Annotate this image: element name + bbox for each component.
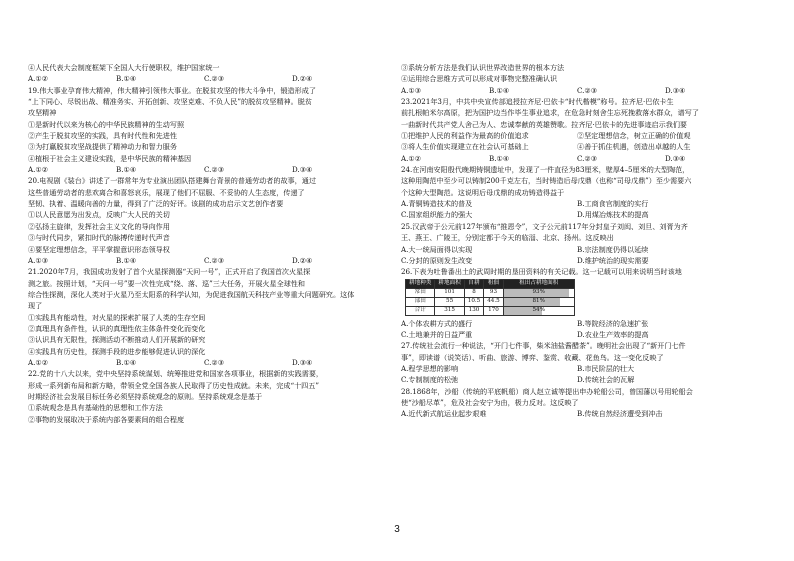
- option-d[interactable]: D.②④: [292, 74, 313, 84]
- question-26: [401, 266, 753, 340]
- answer-options: [401, 209, 753, 220]
- table-header: 耕地种类: [406, 279, 435, 288]
- question-23: [401, 96, 753, 164]
- option-c[interactable]: C.专制制度的松弛: [401, 375, 459, 385]
- option-b[interactable]: B.工商食官制度的实行: [577, 199, 649, 209]
- table-cell: 常田: [406, 288, 435, 297]
- option-a[interactable]: A.近代新式航运业起步艰难: [401, 409, 487, 419]
- answer-options: [401, 374, 753, 385]
- question-stem: 个这种大型陶范。这说明后母戊鼎的成功铸造得益于: [401, 187, 565, 197]
- question-stem: 24.在河南安阳殷代晚期铸铜遗址中，发现了一件直径为83厘米，壁厚4–5厘米的大型陶范，: [401, 165, 690, 175]
- statement-item: ①把维护人民的利益作为最高的价值追求: [401, 131, 529, 141]
- answer-options: [401, 244, 753, 255]
- table-cell: 130: [464, 306, 483, 315]
- question-stem: 22.党的十八大以来，党中央坚持系统谋划、统筹推进党和国家各项事业，根据新的实践需要，: [28, 369, 324, 379]
- answer-options: [401, 153, 753, 164]
- table-cell: 合计: [406, 306, 435, 315]
- table-cell: 170: [484, 306, 503, 315]
- percent-value: 54%: [532, 307, 545, 314]
- question-stem: 这种用陶范中至少可以铸制200千克左右，当时铸造后母戊鼎（也称“司母戊鼎”）至少需要六: [401, 176, 692, 186]
- percent-bar-cell: [503, 297, 574, 306]
- option-d[interactable]: D.农业生产效率的提高: [577, 329, 649, 339]
- question-stem: 一曲新时代共产党人舍己为人、忠诚奉献的英雄赞歌。拉齐尼·巴依卡的先进事迹启示我们要: [401, 119, 688, 129]
- answer-options: [401, 318, 753, 329]
- answer-options: [28, 255, 380, 266]
- table-cell: 部田: [406, 297, 435, 306]
- table-header: 自耕: [464, 279, 483, 288]
- question-stem: 使“沙船尽革”，危及社会安宁为由，极力反对。这反映了: [401, 397, 579, 407]
- statement-pair: [401, 141, 753, 152]
- table-header: 耕地面积: [435, 279, 464, 288]
- option-d[interactable]: D.用煤冶炼技术的提高: [577, 210, 649, 220]
- statement-item: ①系统观念是具有基础性的思想和工作方法: [28, 403, 163, 413]
- option-d[interactable]: D.维护统治的现实需要: [577, 255, 649, 265]
- percent-value: 81%: [532, 298, 545, 305]
- option-b[interactable]: B.①④: [116, 357, 137, 367]
- statement-item: ①以人民意愿为出发点，反映广大人民的关切: [28, 210, 170, 220]
- option-a[interactable]: A.①③: [28, 255, 49, 265]
- question-19: [28, 85, 380, 176]
- table-header-row: [406, 279, 575, 288]
- option-b[interactable]: B.市民阶层的壮大: [577, 363, 635, 373]
- question-27: [401, 340, 753, 385]
- answer-options: [401, 198, 753, 209]
- question-stem: 时期经济社会发展目标任务必须坚持系统观念的原则。坚持系统观念是基于: [28, 391, 263, 401]
- statement-item: ③认识具有无限性，探测活动不断推动人们开展新的研究: [28, 335, 206, 345]
- question-stem: 测之旅。按照计划，“天问一号”要一次性完成“绕、落、巡”三大任务，开展火星全球性和: [28, 278, 305, 288]
- answer-options: [28, 357, 380, 368]
- question-stem: 20.电视剧《装台》讲述了一群常年为专业演出团队搭建舞台背景的普通劳动者的故事，通过: [28, 176, 316, 186]
- option-b[interactable]: B.传统自然经济遭受到冲击: [577, 409, 663, 419]
- option-c[interactable]: C.②③: [204, 74, 225, 84]
- right-column: [401, 62, 753, 420]
- statement-item: ①实践具有能动性，对火星的探索扩展了人类的生存空间: [28, 312, 206, 322]
- question-stem: 事”，即读谱（说笑话）、听曲、旅游、博弈、鉴赏、收藏、花鱼鸟。这一变化反映了: [401, 352, 664, 362]
- statement-item: ④人民代表大会制度框架下全国人大行使职权，维护国家统一: [28, 63, 220, 72]
- left-column: [28, 62, 380, 425]
- statement-item: ③为打赢脱贫攻坚战提供了精神动力和智力服务: [28, 142, 177, 152]
- answer-options: [401, 408, 753, 419]
- table-header: 租佃: [484, 279, 503, 288]
- option-a[interactable]: A.个体农耕方式的盛行: [401, 318, 473, 328]
- option-a[interactable]: A.青铜铸造技术的普及: [401, 199, 473, 209]
- question-stem: 21.2020年7月，我国成功发射了首个火星探测器“天问一号”，正式开启了我国首次火星探: [28, 267, 311, 277]
- percent-bar-cell: [503, 288, 574, 297]
- option-a[interactable]: A.①③: [401, 85, 422, 95]
- option-b[interactable]: B.①④: [489, 85, 510, 95]
- answer-options: [28, 73, 380, 84]
- option-c[interactable]: C.②③: [204, 357, 225, 367]
- option-d[interactable]: D.③④: [292, 165, 313, 175]
- question-18-tail: [28, 62, 380, 85]
- option-b[interactable]: B.①④: [116, 165, 137, 175]
- option-c[interactable]: C.国家组织能力的强大: [401, 210, 473, 220]
- statement-item: ②弘扬主旋律，发挥社会主义文化的导向作用: [28, 221, 170, 231]
- table-row: [406, 297, 575, 306]
- question-28: [401, 386, 753, 420]
- table-cell: 93: [484, 288, 503, 297]
- table-cell: 8: [464, 288, 483, 297]
- question-stem: 19.伟大事业孕育伟大精神，伟大精神引领伟大事业。在脱贫攻坚的伟大斗争中，锻造形成了: [28, 85, 316, 95]
- question-25: [401, 221, 753, 266]
- page-number: 3: [394, 524, 400, 535]
- question-stem: 现了: [28, 301, 43, 311]
- answer-options: [28, 164, 380, 175]
- option-d[interactable]: D.③④: [292, 357, 313, 367]
- question-stem: “上下同心、尽锐出战、精准务实、开拓创新、攻坚克难、不负人民”的脱贫攻坚精神。脱贫: [28, 97, 312, 107]
- percent-value: 93%: [532, 289, 545, 296]
- statement-item: ④植根于社会主义建设实践，是中华民族的精神基因: [28, 153, 192, 163]
- question-stem: 27.传统社会流行一种说法，“开门七件事，柴米油盐酱醋茶”。晚明社会出现了“新开门七件: [401, 341, 686, 351]
- option-c[interactable]: C.分封的原则发生改变: [401, 255, 473, 265]
- land-data-table: [405, 279, 575, 316]
- question-stem: 攻坚精神: [28, 108, 57, 118]
- question-stem: 23.2021年3月，中共中央宣传部追授拉齐尼·巴依卡“时代楷模”称号。拉齐尼·巴依卡生: [401, 97, 674, 107]
- answer-options: [401, 255, 753, 266]
- question-22: [28, 368, 380, 425]
- statement-item: ④要坚定理想信念，平平掌握意识形态领导权: [28, 244, 170, 254]
- option-d[interactable]: D.③④: [665, 85, 686, 95]
- question-stem: 26.下表为吐鲁番出土的武周时期的垦田资料的有关记载。这一记载可以用来说明当时该地: [401, 267, 682, 277]
- question-stem: 王、燕王、广陵王，分别定都于今天的临淄、北京、扬州。这反映出: [401, 233, 614, 243]
- option-c[interactable]: C.②③: [204, 255, 225, 265]
- option-a[interactable]: A.①②: [28, 165, 49, 175]
- statement-item: ①是新时代以来为核心的中华民族精神的生动写照: [28, 119, 185, 129]
- answer-options: [401, 329, 753, 340]
- table-cell: 55: [435, 297, 464, 306]
- question-stem: 前扎根帕米尔高原，把为国护边当作毕生事业追求，在危急时刻舍生忘死挽救落水群众，谱写了: [401, 108, 699, 118]
- percent-bar-cell: [503, 306, 574, 315]
- option-c[interactable]: C.②③: [577, 85, 598, 95]
- option-d[interactable]: D.②④: [292, 255, 313, 265]
- statement-item: ④善于抓住机遇，创造出卓越的人生: [577, 142, 691, 152]
- statement-item: ③系统分析方法是我们认识世界改造世界的根本方法: [401, 63, 565, 72]
- table-cell: 315: [435, 306, 464, 315]
- option-b[interactable]: B.①④: [489, 153, 510, 163]
- statement-item: ②坚定理想信念，树立正确的价值观: [577, 131, 691, 141]
- option-c[interactable]: C.土地兼并的日益严重: [401, 329, 473, 339]
- statement-item: ③将人生价值实现建立在社会认可基础上: [401, 142, 529, 152]
- statement-item: ④运用综合思维方式可以形成对事物完整准确认识: [401, 74, 558, 84]
- option-d[interactable]: D.传统社会的瓦解: [577, 375, 635, 385]
- option-b[interactable]: B.宗法制度仍得以延续: [577, 244, 649, 254]
- option-c[interactable]: C.②③: [204, 165, 225, 175]
- option-a[interactable]: A.①②: [28, 74, 49, 84]
- question-stem: 28.1868年，沙船（传统的平底帆船）商人赵立诚等提出申办轮船公司，曾国藩以号用轮船会: [401, 386, 693, 396]
- statement-item: ②事物的发展取决于系统内部各要素间的组合程度: [28, 414, 185, 424]
- answer-options: [401, 363, 753, 374]
- statement-item: ③与时代同步，紧扣时代的脉搏传递时代声音: [28, 233, 170, 243]
- option-d[interactable]: D.③④: [665, 153, 686, 163]
- option-a[interactable]: A.①②: [28, 357, 49, 367]
- table-header: 租田占耕地面积: [503, 279, 574, 288]
- table-row: [406, 288, 575, 297]
- question-stem: 综合性探测，深化人类对于火星乃至太阳系的科学认知，为促进我国航天科技产业等重大问题研究。这体: [28, 289, 355, 299]
- option-b[interactable]: B.①④: [116, 255, 137, 265]
- question-stem: 这些普通劳动者的悲欢离合和喜怒哀乐，展现了他们不屈服、不妥协的人生态度，传递了: [28, 187, 305, 197]
- option-c[interactable]: C.②③: [577, 153, 598, 163]
- table-row: [406, 306, 575, 315]
- option-a[interactable]: A.①②: [401, 153, 422, 163]
- option-b[interactable]: B.①④: [116, 74, 137, 84]
- option-b[interactable]: B.等院经济的急速扩张: [577, 318, 649, 328]
- option-a[interactable]: A.程学思想的影响: [401, 363, 459, 373]
- question-stem: 25.汉武帝于公元前127年颁布“推恩令”，文子公元前117年分封皇子刘闳、刘旦、刘胥为齐: [401, 221, 688, 231]
- statement-item: ④实践具有历史性，探测手段的进步能够促进认识的深化: [28, 346, 206, 356]
- question-stem: 形成一系列新布局和新方略，带领全党全国各族人民取得了历史性成就。未来，完成“十四五”: [28, 380, 320, 390]
- table-cell: 10.5: [464, 297, 483, 306]
- question-24: [401, 164, 753, 221]
- statement-item: ②真理具有条件性，认识的真理性依主体条件变化而变化: [28, 323, 206, 333]
- question-20: [28, 175, 380, 266]
- statement-item: ②产生于脱贫攻坚的实践，具有时代性和先进性: [28, 131, 177, 141]
- question-22-tail: [401, 62, 753, 96]
- answer-options: [401, 85, 753, 96]
- question-21: [28, 266, 380, 368]
- table-cell: 101: [435, 288, 464, 297]
- option-a[interactable]: A.大一统局面得以实现: [401, 244, 473, 254]
- table-cell: 44.5: [484, 297, 503, 306]
- statement-pair: [401, 130, 753, 141]
- question-stem: 坚韧、执着、温暖向善的力量，得到了广泛的好评。该剧的成功启示文艺创作者要: [28, 199, 284, 209]
